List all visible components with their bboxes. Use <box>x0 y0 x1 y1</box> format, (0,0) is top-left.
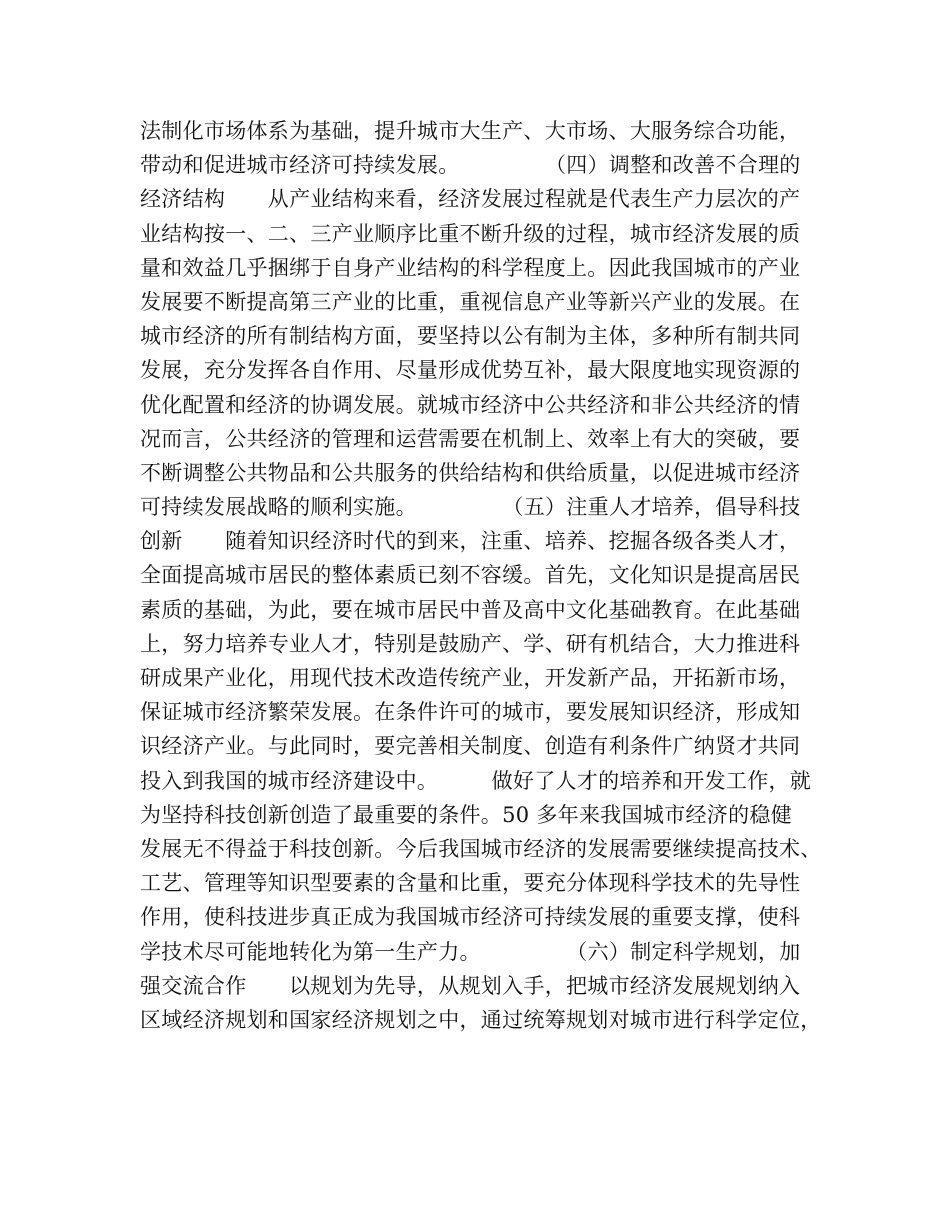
text-line: 全面提高城市居民的整体素质已刻不容缓。首先，文化知识是提高居民 <box>140 563 801 588</box>
text-line: 识经济产业。与此同时，要完善相关制度、创造有利条件广纳贤才共同 <box>140 734 801 759</box>
text-line: 研成果产业化，用现代技术改造传统产业，开发新产品，开拓新市场， <box>140 666 801 690</box>
text-line: 量和效益几乎捆绑于自身产业结构的科学程度上。因此我国城市的产业 <box>140 255 801 280</box>
text-line: 创新 随着知识经济时代的到来，注重、培养、挖掘各级各类人才， <box>140 529 801 554</box>
text-line: 经济结构 从产业结构来看，经济发展过程就是代表生产力层次的产 <box>140 187 801 212</box>
text-line: 为坚持科技创新创造了最重要的条件。50 多年来我国城市经济的稳健 <box>140 802 792 827</box>
text-line: 业结构按一、二、三产业顺序比重不断升级的过程，城市经济发展的质 <box>140 221 801 246</box>
text-line: 发展，充分发挥各自作用、尽量形成优势互补，最大限度地实现资源的 <box>140 358 801 383</box>
text-line: 况而言，公共经济的管理和运营需要在机制上、效率上有大的突破，要 <box>140 426 801 451</box>
text-line: 优化配置和经济的协调发展。就城市经济中公共经济和非公共经济的情 <box>140 392 801 417</box>
text-line: 作用，使科技进步真正成为我国城市经济可持续发展的重要支撑，使科 <box>140 905 801 930</box>
text-line: 法制化市场体系为基础，提升城市大生产、大市场、大服务综合功能， <box>140 119 801 143</box>
text-line: 不断调整公共物品和公共服务的供给结构和供给质量，以促进城市经济 <box>140 460 801 485</box>
text-line: 城市经济的所有制结构方面，要坚持以公有制为主体，多种所有制共同 <box>140 324 801 349</box>
text-line: 可持续发展战略的顺利实施。 （五）注重人才培养，倡导科技 <box>140 495 801 520</box>
text-line: 上，努力培养专业人才，特别是鼓励产、学、研有机结合，大力推进科 <box>140 631 801 656</box>
body-text <box>140 114 830 1037</box>
text-line: 强交流合作 以规划为先导，从规划入手，把城市经济发展规划纳入 <box>140 973 801 998</box>
text-line: 发展无不得益于科技创新。今后我国城市经济的发展需要继续提高技术、 <box>140 836 822 861</box>
text-line: 学技术尽可能地转化为第一生产力。 （六）制定科学规划，加 <box>140 939 801 964</box>
text-line: 素质的基础，为此，要在城市居民中普及高中文化基础教育。在此基础 <box>140 597 801 622</box>
text-line: 工艺、管理等知识型要素的含量和比重，要充分体现科学技术的先导性 <box>140 871 801 896</box>
text-line: 投入到我国的城市经济建设中。 做好了人才的培养和开发工作，就 <box>140 768 812 793</box>
text-line: 发展要不断提高第三产业的比重，重视信息产业等新兴产业的发展。在 <box>140 289 801 314</box>
text-line: 带动和促进城市经济可持续发展。 （四）调整和改善不合理的 <box>140 153 801 178</box>
text-line: 区域经济规划和国家经济规划之中，通过统筹规划对城市进行科学定位， <box>140 1007 822 1032</box>
text-line: 保证城市经济繁荣发展。在条件许可的城市，要发展知识经济，形成知 <box>140 700 801 725</box>
